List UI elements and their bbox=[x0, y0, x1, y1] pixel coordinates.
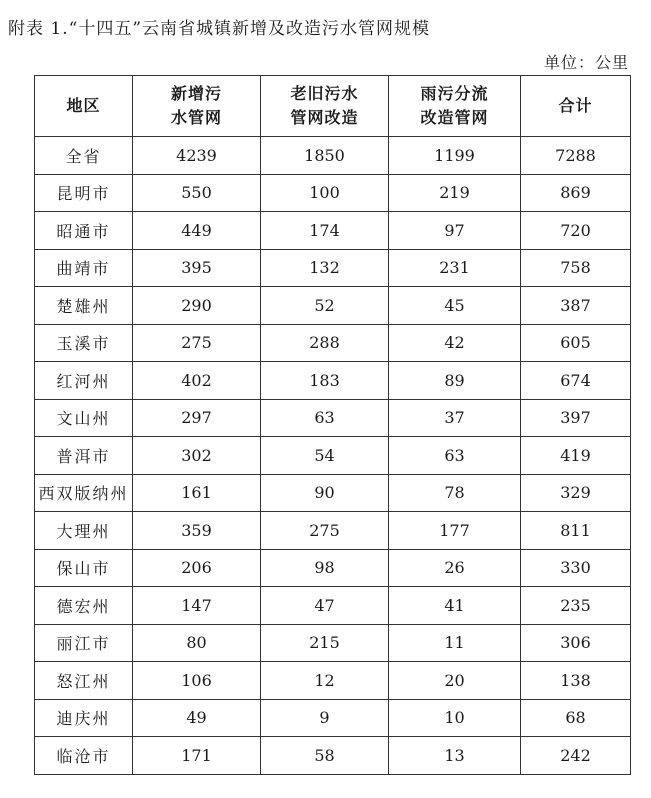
total-cell: 869 bbox=[521, 174, 631, 212]
header-old-pipe-line1: 老旧污水 bbox=[290, 84, 359, 103]
table-row bbox=[35, 137, 631, 175]
table-row bbox=[35, 437, 631, 475]
header-old-pipe bbox=[261, 76, 389, 137]
new-pipe-cell: 302 bbox=[133, 437, 261, 475]
table-row bbox=[35, 624, 631, 662]
new-pipe-cell: 147 bbox=[133, 587, 261, 625]
rain-sewage-cell: 219 bbox=[389, 174, 521, 212]
header-old-pipe-line2: 管网改造 bbox=[290, 108, 359, 127]
new-pipe-cell: 161 bbox=[133, 474, 261, 512]
region-cell: 玉溪市 bbox=[35, 324, 133, 362]
rain-sewage-cell: 37 bbox=[389, 399, 521, 437]
header-total bbox=[521, 76, 631, 137]
table-row bbox=[35, 362, 631, 400]
old-pipe-cell: 9 bbox=[261, 699, 389, 737]
total-cell: 235 bbox=[521, 587, 631, 625]
table-row bbox=[35, 512, 631, 550]
new-pipe-cell: 106 bbox=[133, 662, 261, 700]
old-pipe-cell: 132 bbox=[261, 249, 389, 287]
total-cell: 811 bbox=[521, 512, 631, 550]
header-region bbox=[35, 76, 133, 137]
new-pipe-cell: 290 bbox=[133, 287, 261, 325]
table-row bbox=[35, 174, 631, 212]
region-cell: 怒江州 bbox=[35, 662, 133, 700]
old-pipe-cell: 12 bbox=[261, 662, 389, 700]
rain-sewage-cell: 10 bbox=[389, 699, 521, 737]
old-pipe-cell: 58 bbox=[261, 737, 389, 775]
rain-sewage-cell: 63 bbox=[389, 437, 521, 475]
old-pipe-cell: 63 bbox=[261, 399, 389, 437]
old-pipe-cell: 1850 bbox=[261, 137, 389, 175]
header-region-label: 地区 bbox=[66, 96, 101, 115]
table-row bbox=[35, 287, 631, 325]
region-cell: 迪庆州 bbox=[35, 699, 133, 737]
total-cell: 138 bbox=[521, 662, 631, 700]
region-cell: 曲靖市 bbox=[35, 249, 133, 287]
new-pipe-cell: 49 bbox=[133, 699, 261, 737]
rain-sewage-cell: 89 bbox=[389, 362, 521, 400]
total-cell: 674 bbox=[521, 362, 631, 400]
new-pipe-cell: 80 bbox=[133, 624, 261, 662]
page-title: 附表 1.“十四五”云南省城镇新增及改造污水管网规模 bbox=[8, 19, 431, 39]
new-pipe-cell: 171 bbox=[133, 737, 261, 775]
table-row bbox=[35, 699, 631, 737]
old-pipe-cell: 100 bbox=[261, 174, 389, 212]
rain-sewage-cell: 41 bbox=[389, 587, 521, 625]
header-rain-sewage-line1: 雨污分流 bbox=[420, 84, 489, 103]
table-header-row bbox=[35, 76, 631, 137]
region-cell: 楚雄州 bbox=[35, 287, 133, 325]
total-cell: 242 bbox=[521, 737, 631, 775]
new-pipe-cell: 297 bbox=[133, 399, 261, 437]
rain-sewage-cell: 45 bbox=[389, 287, 521, 325]
old-pipe-cell: 52 bbox=[261, 287, 389, 325]
table-row bbox=[35, 662, 631, 700]
old-pipe-cell: 174 bbox=[261, 212, 389, 250]
old-pipe-cell: 183 bbox=[261, 362, 389, 400]
region-cell: 全省 bbox=[35, 137, 133, 175]
new-pipe-cell: 550 bbox=[133, 174, 261, 212]
region-cell: 普洱市 bbox=[35, 437, 133, 475]
rain-sewage-cell: 231 bbox=[389, 249, 521, 287]
unit-label: 单位：公里 bbox=[543, 53, 629, 72]
total-cell: 329 bbox=[521, 474, 631, 512]
total-cell: 397 bbox=[521, 399, 631, 437]
total-cell: 720 bbox=[521, 212, 631, 250]
old-pipe-cell: 90 bbox=[261, 474, 389, 512]
region-cell: 临沧市 bbox=[35, 737, 133, 775]
old-pipe-cell: 215 bbox=[261, 624, 389, 662]
table-row bbox=[35, 212, 631, 250]
total-cell: 68 bbox=[521, 699, 631, 737]
old-pipe-cell: 98 bbox=[261, 549, 389, 587]
total-cell: 605 bbox=[521, 324, 631, 362]
region-cell: 德宏州 bbox=[35, 587, 133, 625]
new-pipe-cell: 206 bbox=[133, 549, 261, 587]
table-row bbox=[35, 549, 631, 587]
region-cell: 昭通市 bbox=[35, 212, 133, 250]
region-cell: 保山市 bbox=[35, 549, 133, 587]
new-pipe-cell: 275 bbox=[133, 324, 261, 362]
old-pipe-cell: 275 bbox=[261, 512, 389, 550]
region-cell: 昆明市 bbox=[35, 174, 133, 212]
total-cell: 330 bbox=[521, 549, 631, 587]
table-row bbox=[35, 249, 631, 287]
header-new-pipe bbox=[133, 76, 261, 137]
table-row bbox=[35, 399, 631, 437]
new-pipe-cell: 449 bbox=[133, 212, 261, 250]
rain-sewage-cell: 177 bbox=[389, 512, 521, 550]
rain-sewage-cell: 97 bbox=[389, 212, 521, 250]
old-pipe-cell: 47 bbox=[261, 587, 389, 625]
new-pipe-cell: 395 bbox=[133, 249, 261, 287]
total-cell: 419 bbox=[521, 437, 631, 475]
total-cell: 7288 bbox=[521, 137, 631, 175]
region-cell: 丽江市 bbox=[35, 624, 133, 662]
rain-sewage-cell: 1199 bbox=[389, 137, 521, 175]
total-cell: 306 bbox=[521, 624, 631, 662]
region-cell: 大理州 bbox=[35, 512, 133, 550]
table-row bbox=[35, 587, 631, 625]
rain-sewage-cell: 42 bbox=[389, 324, 521, 362]
rain-sewage-cell: 78 bbox=[389, 474, 521, 512]
header-total-label: 合计 bbox=[558, 96, 593, 115]
old-pipe-cell: 288 bbox=[261, 324, 389, 362]
rain-sewage-cell: 20 bbox=[389, 662, 521, 700]
table-row bbox=[35, 474, 631, 512]
region-cell: 西双版纳州 bbox=[35, 474, 133, 512]
new-pipe-cell: 359 bbox=[133, 512, 261, 550]
new-pipe-cell: 402 bbox=[133, 362, 261, 400]
rain-sewage-cell: 26 bbox=[389, 549, 521, 587]
rain-sewage-cell: 11 bbox=[389, 624, 521, 662]
rain-sewage-cell: 13 bbox=[389, 737, 521, 775]
header-new-pipe-line1: 新增污 bbox=[170, 84, 222, 103]
old-pipe-cell: 54 bbox=[261, 437, 389, 475]
region-cell: 文山州 bbox=[35, 399, 133, 437]
header-new-pipe-line2: 水管网 bbox=[170, 108, 222, 127]
table-row bbox=[35, 324, 631, 362]
total-cell: 387 bbox=[521, 287, 631, 325]
table-row bbox=[35, 737, 631, 775]
data-table bbox=[34, 75, 631, 775]
header-rain-sewage-line2: 改造管网 bbox=[420, 108, 489, 127]
new-pipe-cell: 4239 bbox=[133, 137, 261, 175]
total-cell: 758 bbox=[521, 249, 631, 287]
header-rain-sewage bbox=[389, 76, 521, 137]
region-cell: 红河州 bbox=[35, 362, 133, 400]
